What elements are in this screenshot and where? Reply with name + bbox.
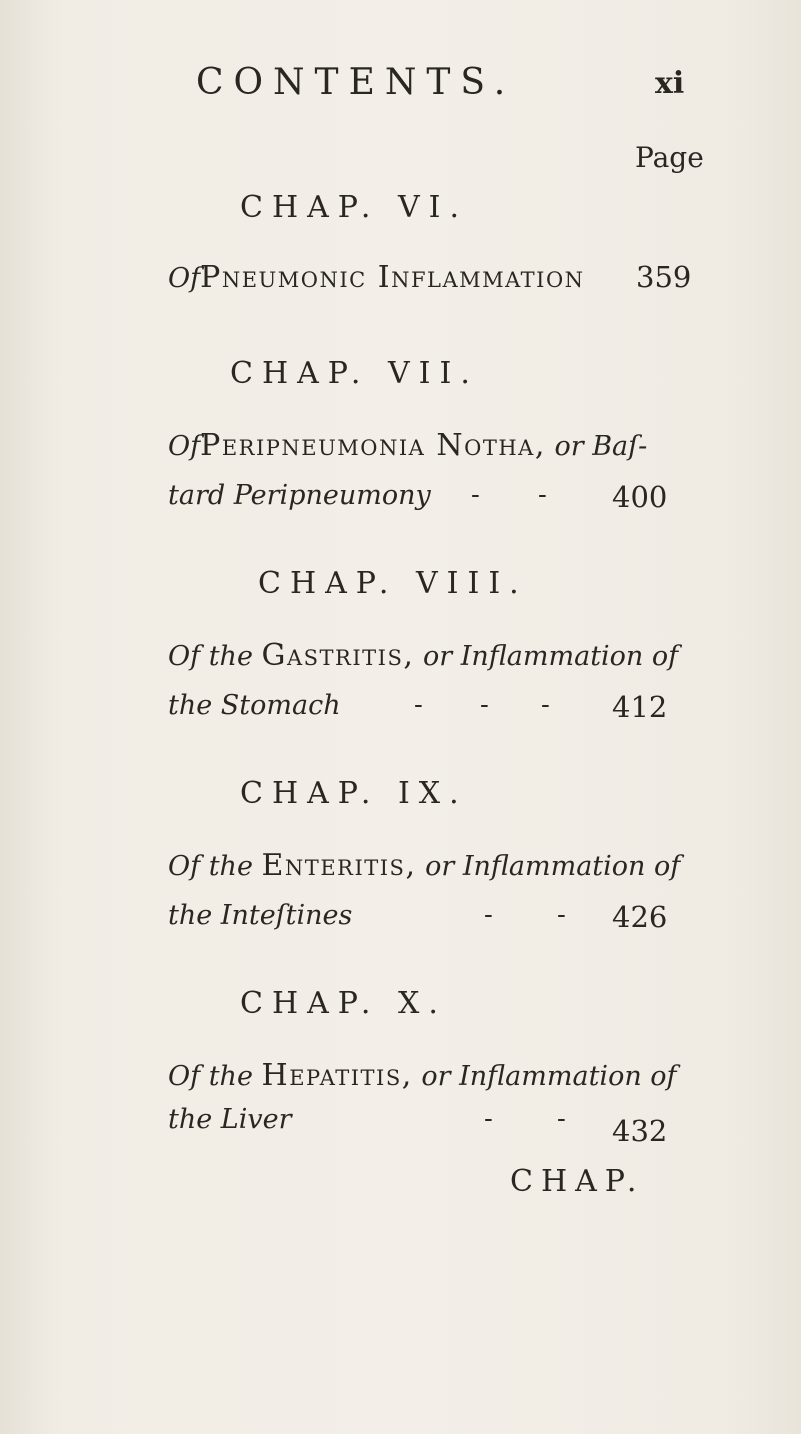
entry-continuation: or Baſ- bbox=[554, 431, 648, 462]
leader-dash: - bbox=[541, 690, 550, 720]
chapter-heading: CHAP. VI. bbox=[240, 190, 469, 225]
entry-continuation: the Stomach bbox=[168, 690, 341, 721]
chapter-heading: CHAP. VIII. bbox=[258, 566, 528, 601]
entry-page-number: 400 bbox=[612, 480, 668, 514]
entry-continuation: or Inflammation of bbox=[425, 851, 681, 882]
entry-of: Of bbox=[168, 263, 201, 294]
leader-dash: - bbox=[538, 480, 547, 510]
entry-continuation: or Inflammation of bbox=[422, 641, 679, 672]
chapter-heading: CHAP. IX. bbox=[240, 776, 468, 811]
toc-entry-line bbox=[168, 848, 680, 883]
entry-page-number: 359 bbox=[636, 260, 692, 294]
entry-of: Of the bbox=[168, 641, 253, 672]
leader-dash: - bbox=[557, 900, 566, 930]
leader-dash: - bbox=[484, 1104, 493, 1134]
running-title: CONTENTS. bbox=[196, 62, 516, 103]
toc-entry-line bbox=[168, 638, 678, 673]
toc-entry-line bbox=[168, 1058, 677, 1093]
entry-subject: Pneumonic Inflammation bbox=[200, 260, 585, 295]
entry-page-number: 412 bbox=[612, 690, 668, 724]
leader-dash: - bbox=[414, 690, 423, 720]
leader-dash: - bbox=[557, 1104, 566, 1134]
entry-continuation: the Inteſtines bbox=[168, 900, 353, 931]
entry-continuation: the Liver bbox=[168, 1104, 292, 1135]
entry-of: Of the bbox=[168, 1061, 253, 1092]
entry-page-number: 426 bbox=[612, 900, 668, 934]
entry-continuation: or Inflammation of bbox=[421, 1061, 677, 1092]
entry-of: Of bbox=[168, 431, 201, 462]
entry-page-number: 432 bbox=[612, 1114, 668, 1148]
toc-entry-line bbox=[168, 260, 585, 295]
page-column-label: Page bbox=[635, 141, 704, 174]
catchword: CHAP. bbox=[510, 1164, 645, 1199]
leader-dash: - bbox=[480, 690, 489, 720]
entry-subject: Hepatitis, bbox=[261, 1058, 413, 1093]
chapter-heading: CHAP. VII. bbox=[230, 356, 479, 391]
leader-dash: - bbox=[484, 900, 493, 930]
entry-subject: Peripneumonia Notha, bbox=[200, 428, 546, 463]
toc-entry-line bbox=[168, 428, 647, 463]
entry-subject: Gastritis, bbox=[261, 638, 415, 673]
entry-subject: Enteritis, bbox=[261, 848, 417, 883]
chapter-heading: CHAP. X. bbox=[240, 986, 447, 1021]
entry-continuation: tard Peripneumony bbox=[168, 480, 431, 511]
leader-dash: - bbox=[471, 480, 480, 510]
entry-of: Of the bbox=[168, 851, 253, 882]
folio-number: xi bbox=[655, 66, 685, 101]
